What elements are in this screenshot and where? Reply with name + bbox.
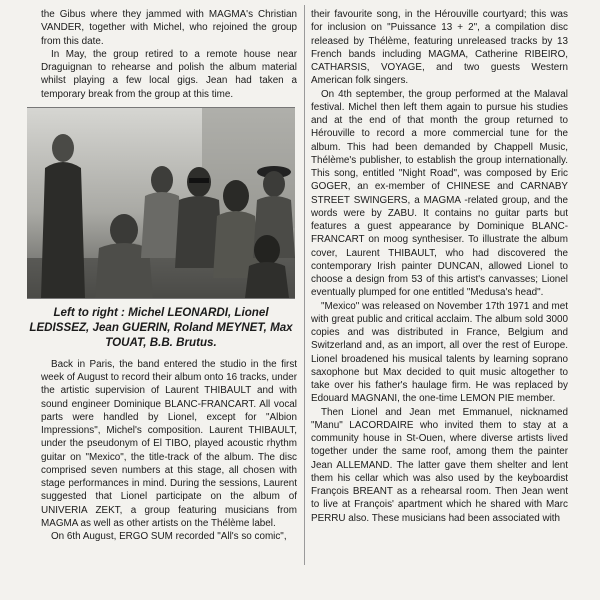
band-photo: [27, 107, 295, 299]
paragraph: On 4th september, the group performed at the Malaval festival. Michel then left them again to pursue his studies and at the end of that month the group returned to Hérouville to record a more commercial tune for the album. This had been demanded by Chappell Music, Thélème's publisher, to establish the group internationally. This song, entitled "Night Road", was composed by Eric GOGER, an ex-member of CHINESE and CARNABY STREET SWINGERS, a MAGMA -related group, and the words were by ZABU. It contains no guitar parts but features a guest appearance by Dominique BLANC-FRANCART on moog synthesiser. To illustrate the album cover, Laurent THIBAULT, who had discovered the contemporary Irish painter DUNCAN, allowed Lionel to choose a design from 53 of this artist's canvasses; Lionel eventually plumped for one entitled "Medusa's head".: [311, 88, 568, 299]
left-column: [29, 8, 297, 543]
paragraph: Then Lionel and Jean met Emmanuel, nicknamed "Manu" LACORDAIRE who invited them to stay at a community house in St-Ouen, where diverse artists lived together under the same roof, among them the painter Jean ALLEMAND. The latter gave them shelter and lent them his cellar which was also used by the keyboardist François BREANT as a rehearsal room. Then Jean went to live at François' apartment which he shared with Marc PERRU also. These musicians had been associated with: [311, 406, 568, 524]
paragraph: Back in Paris, the band entered the studio in the first week of August to record their album onto 16 tracks, under the artistic supervision of Laurent THIBAULT and with sound engineer Dominique BLANC-FRANCART. All vocal parts were handled by Lionel, except for "Albion Impressions", Michel's composition. Laurent THIBAULT, under the pseudonym of El TIBO, played acoustic rhythm guitar on "Mexico", the title-track of the album. The disc comprised seven numbers at this stage, all chosen with stage performances in mind. During the sessions, Laurent suggested that Lionel participate on the album of UNIVERIA ZEKT, a group featuring musicians from MAGMA as well as other artists on the Thélème label.: [41, 358, 297, 529]
paragraph: the Gibus where they jammed with MAGMA's Christian VANDER, together with Michel, who rejoined the group from this date.: [41, 9, 297, 47]
column-divider: [304, 5, 305, 565]
band-photo-illustration: [27, 108, 295, 298]
paragraph: their favourite song, in the Hérouville courtyard; this was for inclusion on "Puissance 13 + 2", a compilation disc released by Thélème, featuring unreleased tracks by 13 French bands including MAGMA, Catherine RIBEIRO, CATHARSIS, VOYAGE, and two guests Western American folk singers.: [311, 9, 568, 87]
paragraph: In May, the group retired to a remote house near Draguignan to rehearse and polish the album material whilst playing a few local gigs. Jean had taken a temporary break from the group at this time.: [41, 48, 297, 100]
paragraph: On 6th August, ERGO SUM recorded "All's so comic",: [51, 531, 287, 542]
right-column: [311, 8, 568, 525]
photo-caption: Left to right : Michel LEONARDI, Lionel LEDISSEZ, Jean GUERIN, Roland MEYNET, Max TOUAT, B.B. Brutus.: [29, 305, 293, 349]
paragraph: "Mexico" was released on November 17th 1971 and met with great public and critical acclaim. The album sold 3000 copies and was distributed in France, Belgium and Switzerland and, as an import, all over the rest of Europe. Lionel broadened his musical talents by learning soprano saxophone but Max decided to quit music altogether to take over his father's haulage firm. He was replaced by Edouard MAGNANI, the one-time LEMON PIE member.: [311, 300, 568, 405]
